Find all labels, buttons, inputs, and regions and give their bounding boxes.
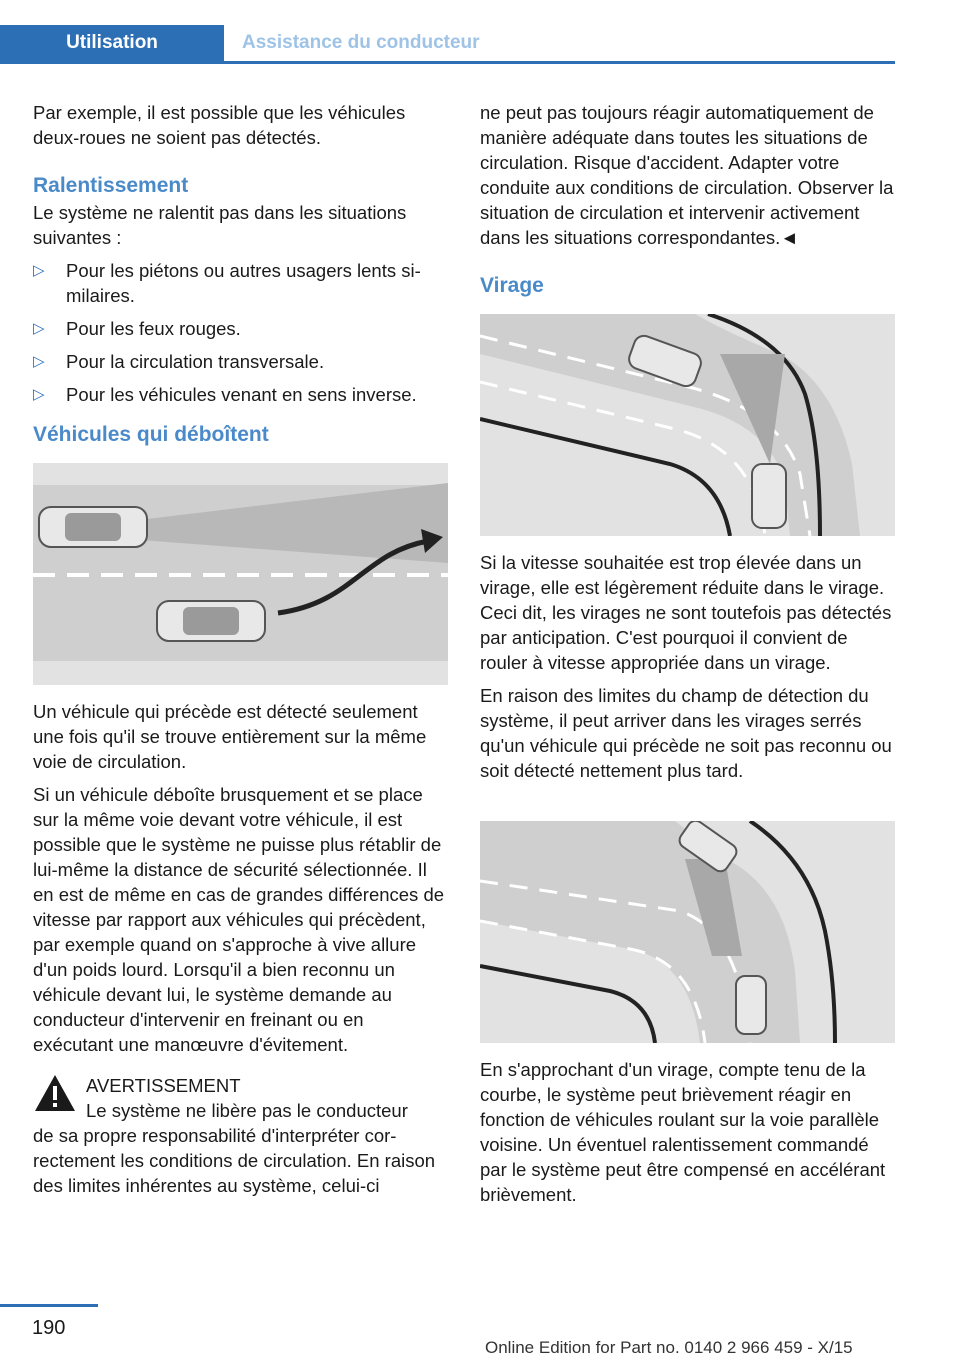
virage-paragraph-1: Si la vitesse souhaitée est trop élevée dans un virage, elle est légèrement réduite dans le virage. Ceci dit, les virages ne sont toutefois pas détectés par anticipation. C'est pourquoi il convient de rouler à vitesse appropriée dans un virage.: [480, 552, 892, 673]
triangle-bullet-icon: ▷: [33, 262, 45, 279]
deboitent-paragraph-2: Si un véhicule déboîte brusquement et se place sur la même voie devant votre véhicule, il est possible que le système ne puisse plus rétablir de lui-même la distance de sécurité sélectionnée. Il en est de même en cas de grandes différences de vitesse par rapport aux véhicules qui précèdent, par exemple quand on s'approche à vive allure d'un poids lourd. Lorsqu'il a bien reconnu un véhicule devant lui, le système demande au conducteur d'intervenir en freinant ou en exécutant une manœuvre d'évitement.: [33, 784, 445, 1055]
list-item: ▷ Pour les feux rouges.: [33, 318, 241, 339]
triangle-bullet-icon: ▷: [33, 320, 45, 337]
warning-title: AVERTISSEMENT: [86, 1075, 241, 1096]
list-item: ▷ Pour les piétons ou autres usagers lents similaires.: [33, 260, 421, 306]
intro-paragraph: Par exemple, il est possible que les véhicules deux-roues ne soient pas détectés.: [33, 102, 406, 148]
car-cutting-in: [157, 601, 265, 641]
car-front: [39, 507, 147, 547]
warning-text: de sa propre responsabilité d'interpréter correctement les conditions de circulation. En raison des limites inhérentes au système, celui-ci: [33, 1125, 436, 1196]
warning-box: [33, 1073, 448, 1198]
warning-first-line: Le système ne libère pas le conducteur: [86, 1100, 408, 1121]
car-own-curve: [752, 464, 786, 528]
page-number: 190: [32, 1317, 66, 1339]
footer-rule: [0, 1304, 98, 1307]
triangle-bullet-icon: ▷: [33, 386, 45, 403]
figure-cut-in-vehicle: [33, 463, 448, 685]
edition-note: Online Edition for Part no. 0140 2 966 459 - X/15: [485, 1338, 853, 1357]
ralentissement-list: [33, 258, 448, 407]
virage-paragraph-2: En raison des limites du champ de détection du système, il peut arriver dans les virages serrés qu'un véhicule qui précède ne soit pas reconnu ou soit détecté nettement plus tard.: [480, 685, 892, 781]
page-header: [0, 0, 895, 64]
deboitent-paragraph-1: Un véhicule qui précède est détecté seulement une fois qu'il se trouve entièrement sur la même voie de circulation.: [33, 701, 427, 772]
warning-continued: ne peut pas toujours réagir automatiquement de manière adéquate dans toutes les situations de circulation. Risque d'accident. Adapter votre conduite aux conditions de circulation. Observer la situation de circulation et intervenir activement dans les situations correspondantes.◄: [480, 102, 894, 248]
left-column: [33, 100, 448, 1198]
figure-curve-speed: [480, 314, 895, 536]
heading-virage: Virage: [480, 274, 544, 297]
virage-paragraph-3: En s'approchant d'un virage, compte tenu de la courbe, le système peut brièvement réagir en fonction de véhicules roulant sur la voie parallèle voisine. Un éventuel ralentissement commandé par le système peut être compensé en accélérant brièvement.: [480, 1059, 886, 1205]
list-item: ▷ Pour les véhicules venant en sens inverse.: [33, 384, 417, 405]
heading-ralentissement: Ralentissement: [33, 174, 189, 197]
triangle-bullet-icon: ▷: [33, 353, 45, 370]
ralentissement-paragraph: Le système ne ralentit pas dans les situations suivantes :: [33, 202, 407, 248]
header-rule: [0, 61, 895, 64]
heading-vehicules-qui-deboitent: Véhicules qui déboîtent: [33, 423, 269, 446]
right-column: [480, 100, 895, 1215]
figure-adjacent-lane: [480, 821, 895, 1043]
list-item: ▷ Pour la circulation transversale.: [33, 351, 325, 372]
tab-assistance-du-conducteur[interactable]: Assistance du conducteur: [242, 32, 480, 53]
tab-utilisation[interactable]: Utilisation: [0, 25, 224, 61]
car-own-adjacent: [736, 976, 766, 1034]
warning-triangle-icon: [33, 1073, 77, 1113]
